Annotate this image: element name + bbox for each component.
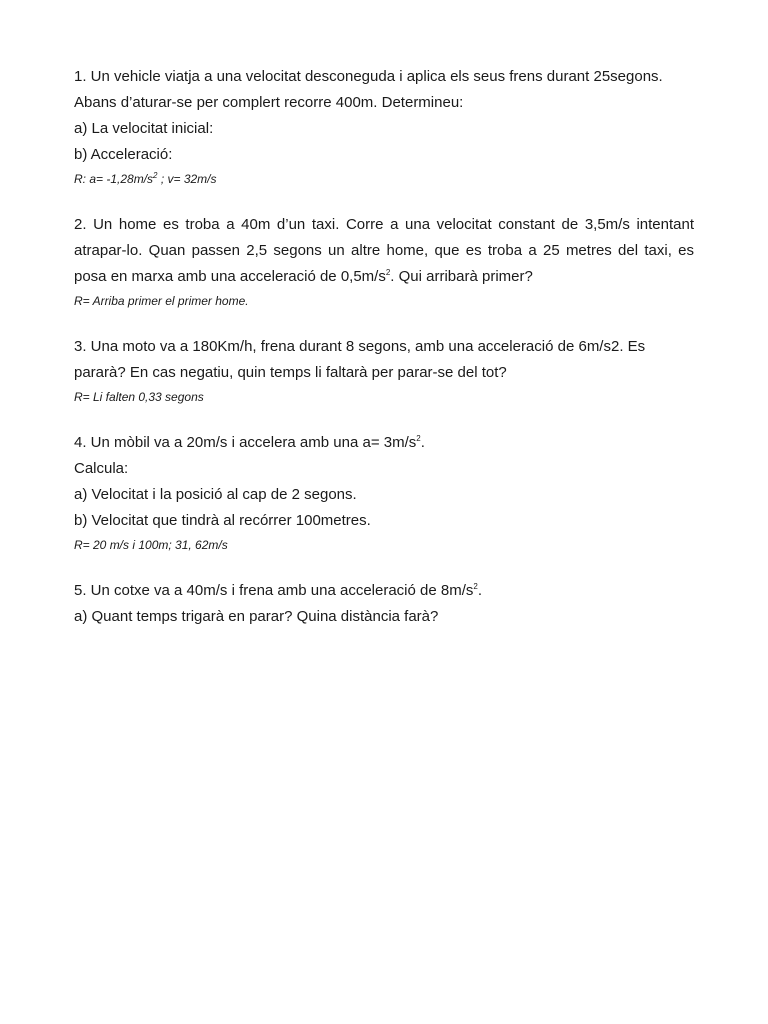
problem-5-statement-line-1: 5. Un cotxe va a 40m/s i frena amb una acceleració de $8m/s^2$.	[74, 582, 482, 599]
problem-4-answer: R= 20 m/s i 100m; 31, 62m/s	[74, 538, 228, 552]
problem-1-answer: R: $a= -1,28m/s^2$ ; v= 32m/s	[74, 171, 217, 186]
problem-1-statement-line-1: 1. Un vehicle viatja a una velocitat desconeguda i aplica els seus frens durant 25segons.	[74, 68, 663, 85]
problem-2-statement-line-2: atrapar-lo. Quan passen 2,5 segons un altre home, que es troba a 25 metres del taxi, es	[74, 242, 694, 259]
problem-2	[74, 212, 694, 312]
problem-1	[74, 64, 694, 190]
problem-3	[74, 334, 694, 408]
document-page	[74, 64, 694, 630]
problem-4-part-b: b) Velocitat que tindrà al recórrer 100metres.	[74, 512, 371, 529]
problem-5	[74, 578, 694, 630]
problem-1-statement-line-2: Abans d’aturar-se per complert recorre 400m. Determineu:	[74, 94, 464, 111]
problem-1-part-b: b) Acceleració:	[74, 146, 173, 163]
problem-4-statement-line-2: Calcula:	[74, 460, 129, 477]
problem-2-statement-line-1: 2. Un home es troba a 40m d’un taxi. Corre a una velocitat constant de 3,5m/s intentant	[74, 216, 694, 233]
problem-1-part-a: a) La velocitat inicial:	[74, 120, 214, 137]
problem-3-statement-line-1: 3. Una moto va a 180Km/h, frena durant 8 segons, amb una acceleració de 6m/s2. Es	[74, 338, 646, 355]
problem-4	[74, 430, 694, 556]
problem-4-statement-line-1: 4. Un mòbil va a 20m/s i accelera amb una $a= 3m/s^2$.	[74, 434, 425, 451]
problem-5-part-a: a) Quant temps trigarà en parar? Quina distància farà?	[74, 608, 439, 625]
problem-2-answer: R= Arriba primer el primer home.	[74, 294, 249, 308]
problem-3-answer: R= Li falten 0,33 segons	[74, 390, 204, 404]
problem-3-statement-line-2: pararà? En cas negatiu, quin temps li faltarà per parar-se del tot?	[74, 364, 507, 381]
problem-2-statement-line-3: posa en marxa amb una acceleració de $0,5m/s^2$. Qui arribarà primer?	[74, 268, 533, 285]
problem-4-part-a: a) Velocitat i la posició al cap de 2 segons.	[74, 486, 357, 503]
